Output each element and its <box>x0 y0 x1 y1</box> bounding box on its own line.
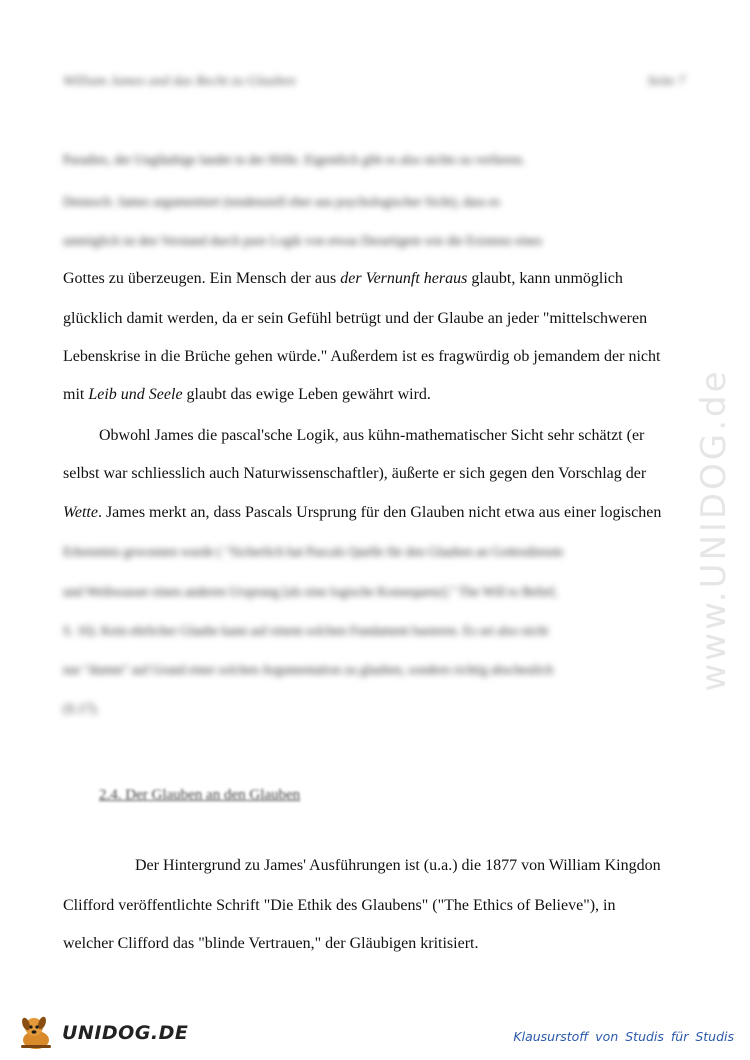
text-line <box>63 269 623 289</box>
blurred-line: Erkenntnis gewonnen wurde ( "Sicherlich hat Pascals Quelle für den Glauben an Gottesdienste <box>63 544 564 559</box>
watermark-text: www.UNIDOG.de <box>694 368 734 692</box>
footer-tagline: Klausurstoff von Studis für Studis <box>513 1029 734 1044</box>
blurred-line: nur "dumm" auf Grund einer solchen Argumentation zu glauben, sondern richtig abscheulich <box>63 662 554 677</box>
section-heading: 2.4. Der Glauben an den Glauben <box>99 787 301 803</box>
text-run: glaubt das ewige Leben gewährt wird. <box>182 386 431 403</box>
text-line <box>63 503 661 523</box>
text-run: glaubt, kann unmöglich <box>467 270 623 287</box>
text-line: Lebenskrise in die Brüche gehen würde." Außerdem ist es fragwürdig ob jemandem der nicht <box>63 348 661 365</box>
text-run: Gottes zu überzeugen. Ein Mensch der aus <box>63 270 341 287</box>
blurred-line: unmöglich ist den Verstand durch pure Logik von etwas Derartigem wie die Existenz eines <box>63 233 543 248</box>
blurred-line: Dennoch: James argumentiert (tendenziell eher aus psychologischer Sicht), dass es <box>63 194 501 209</box>
blurred-line: Paradies, der Ungläubige landet in der Hölle. Eigentlich gibt es also nichts zu verlieren. <box>63 152 526 167</box>
watermark <box>694 300 734 760</box>
blurred-line: S. 16). Kein ehrlicher Glaube kann auf einem solchen Fundament basieren. Es sei also nicht <box>63 623 549 638</box>
text-line: Clifford veröffentlichte Schrift "Die Ethik des Glaubens" ("The Ethics of Believe"), in <box>63 897 616 914</box>
dog-icon <box>14 1012 58 1052</box>
text-line <box>63 385 431 405</box>
logo-text: UNIDOG.DE <box>62 1022 189 1044</box>
text-run: . James merkt an, dass Pascals Ursprung für den Glauben nicht etwa aus einer logischen <box>97 504 662 521</box>
page-header <box>63 74 685 96</box>
text-run: mit <box>63 386 89 403</box>
text-line: Der Hintergrund zu James' Ausführungen ist (u.a.) die 1877 von William Kingdon <box>135 857 661 874</box>
header-page-number: Seite 7 <box>647 74 685 89</box>
emphasis: der Vernunft heraus <box>340 270 468 287</box>
text-line: selbst war schliesslich auch Naturwissenschaftler), äußerte er sich gegen den Vorschlag der <box>63 465 647 482</box>
text-line: glücklich damit werden, da er sein Gefühl betrügt und der Glaube an jeder "mittelschweren <box>63 310 648 327</box>
header-title: William James und das Recht zu Glauben <box>63 74 296 89</box>
text-line: welcher Clifford das "blinde Vertrauen," der Gläubigen kritisiert. <box>63 935 479 952</box>
blurred-line: und Weihwasser einen anderen Ursprung [als eine logische Konsequenz]." The Will to Belief, <box>63 584 558 599</box>
emphasis: Leib und Seele <box>88 386 183 403</box>
unidog-logo <box>14 1012 189 1052</box>
text-line: Obwohl James die pascal'sche Logik, aus kühn-mathematischer Sicht sehr schätzt (er <box>99 427 645 444</box>
blurred-line: (S.17). <box>63 701 99 716</box>
emphasis: Wette <box>63 504 98 521</box>
